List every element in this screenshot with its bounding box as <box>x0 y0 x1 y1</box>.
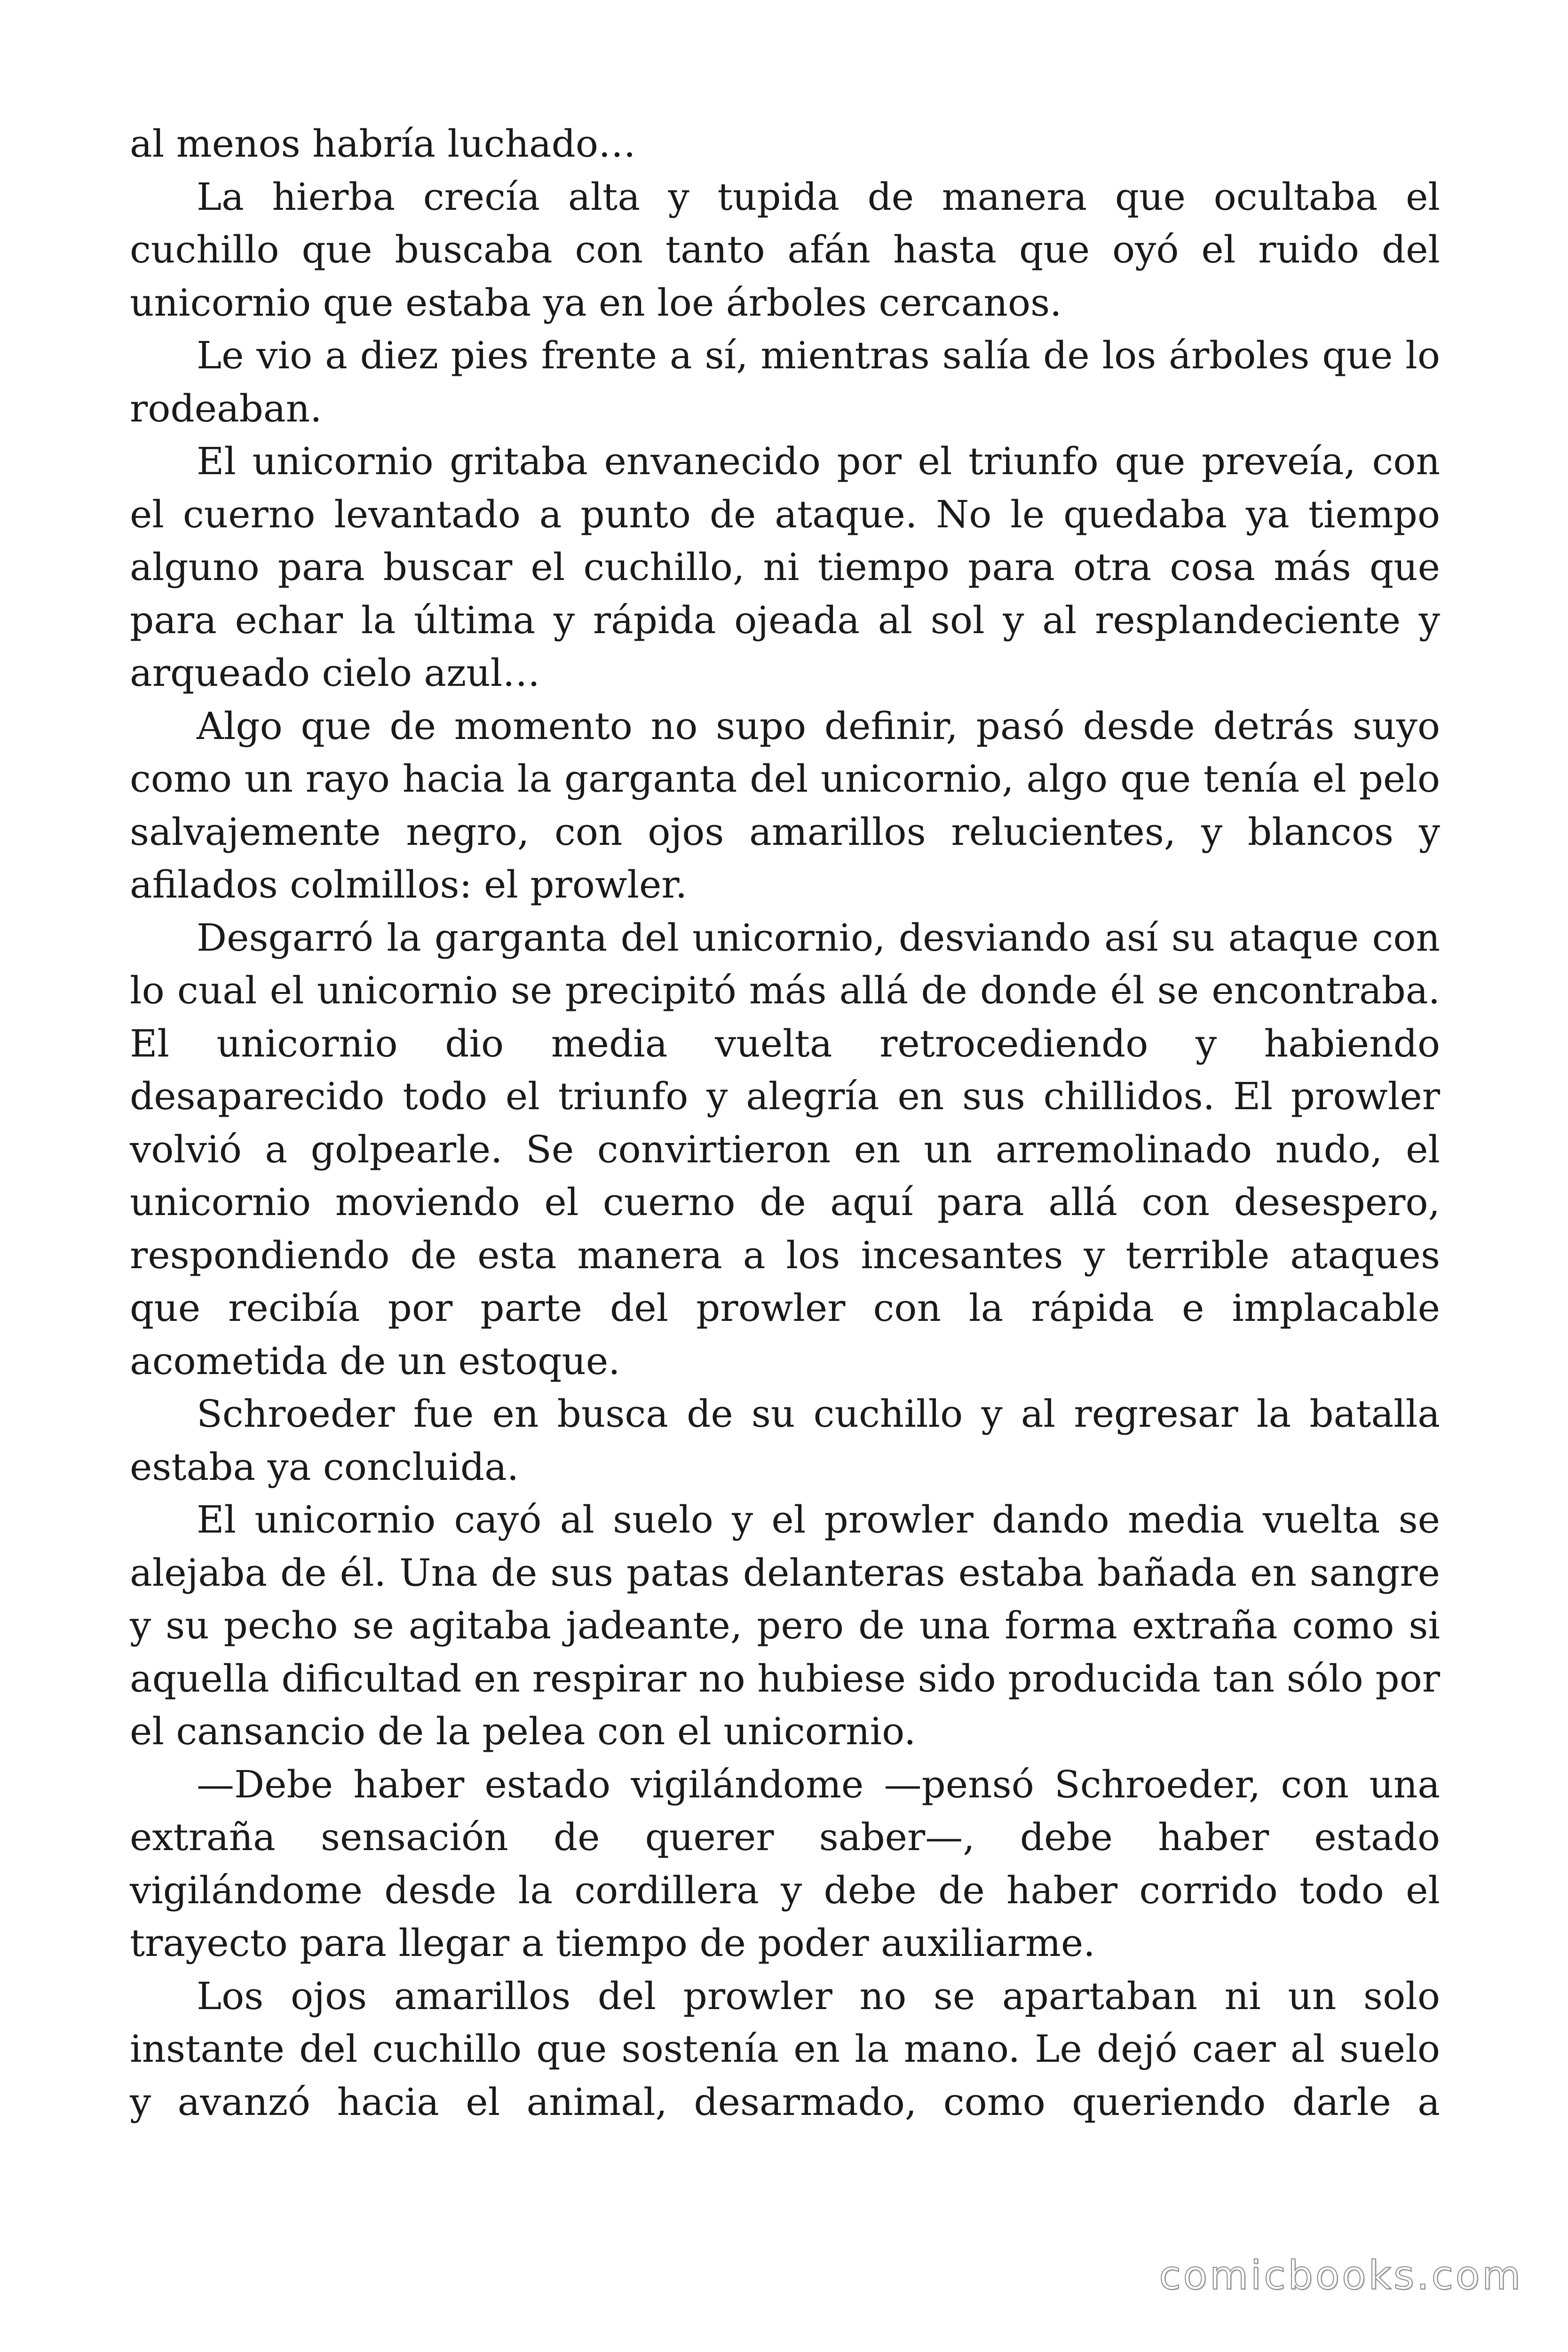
paragraph: La hierba crecía alta y tupida de manera que ocultaba el cuchillo que buscaba con tanto afán hasta que oyó el ruido del unicornio que estaba ya en loe árboles cercanos. <box>130 175 1440 325</box>
paragraph: Desgarró la garganta del unicornio, desviando así su ataque con lo cual el unicornio se precipitó más allá de donde él se encontraba. El unicornio dio media vuelta retrocediendo y habiendo desaparecido todo el triunfo y alegría en sus chillidos. El prowler volvió a golpearle. Se convirtieron en un arremolinado nudo, el unicornio moviendo el cuerno de aquí para allá con desespero, respondiendo de esta manera a los incesantes y terrible ataques que recibía por parte del prowler con la rápida e implacable acometida de un estoque. <box>130 915 1440 1383</box>
paragraph: El unicornio gritaba envanecido por el triunfo que preveía, con el cuerno levantado a punto de ataque. No le quedaba ya tiempo alguno para buscar el cuchillo, ni tiempo para otra cosa más que para echar la última y rápida ojeada al sol y al resplandeciente y arqueado cielo azul… <box>130 439 1440 695</box>
body-text <box>130 118 1440 2129</box>
watermark: comicbooks.com <box>1159 2252 1523 2298</box>
paragraph: al menos habría luchado… <box>130 122 636 166</box>
paragraph: El unicornio cayó al suelo y el prowler dando media vuelta se alejaba de él. Una de sus patas delanteras estaba bañada en sangre y su pecho se agitaba jadeante, pero de una forma extraña como si aquella dificultad en respirar no hubiese sido producida tan sólo por el cansancio de la pelea con el unicornio. <box>130 1498 1440 1753</box>
paragraph: Schroeder fue en busca de su cuchillo y al regresar la batalla estaba ya concluida. <box>130 1392 1440 1489</box>
paragraph: Los ojos amarillos del prowler no se apartaban ni un solo instante del cuchillo que sostenía en la mano. Le dejó caer al suelo y avanzó hacia el animal, desarmado, como queriendo darle a <box>130 1974 1440 2124</box>
paragraph: —Debe haber estado vigilándome —pensó Schroeder, con una extraña sensación de querer saber—, debe haber estado vigilándome desde la cordillera y debe de haber corrido todo el trayecto para llegar a tiempo de poder auxiliarme. <box>130 1762 1440 1965</box>
paragraph: Le vio a diez pies frente a sí, mientras salía de los árboles que lo rodeaban. <box>130 334 1440 430</box>
paragraph: Algo que de momento no supo definir, pasó desde detrás suyo como un rayo hacia la garganta del unicornio, algo que tenía el pelo salvajemente negro, con ojos amarillos relucientes, y blancos y afilados colmillos: el prowler. <box>130 704 1440 906</box>
